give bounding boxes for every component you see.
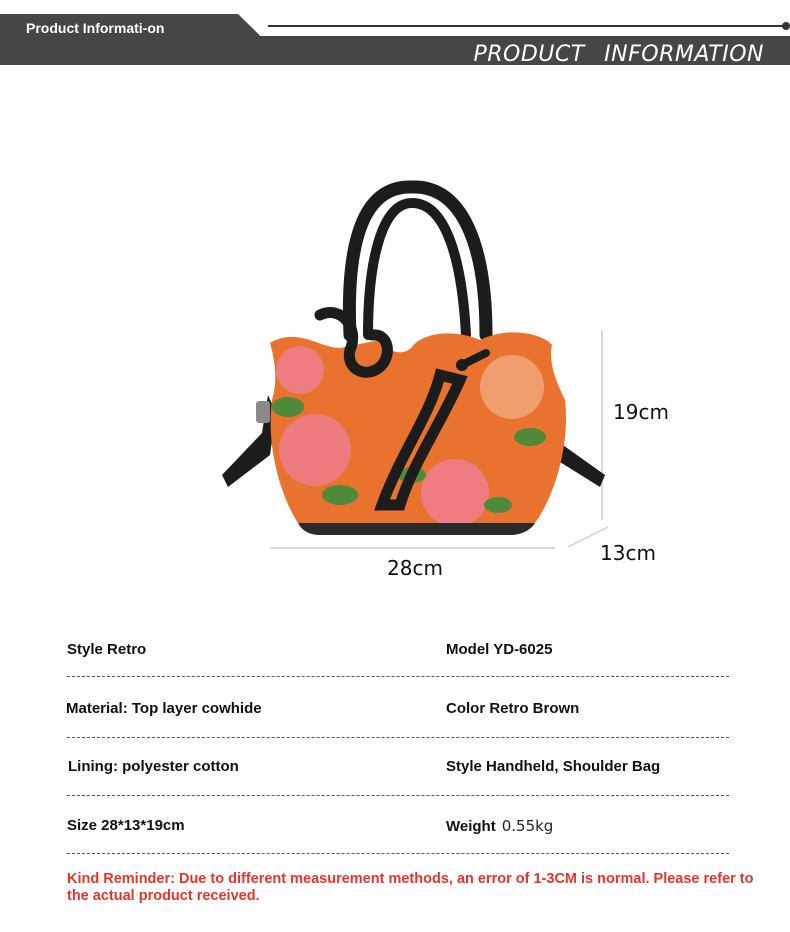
spec-material: Material: Top layer cowhide — [66, 700, 262, 717]
spec-style: Style Retro — [67, 641, 147, 658]
spec-size: Size 28*13*19cm — [67, 817, 185, 834]
spec-color: Color Retro Brown — [446, 700, 580, 717]
spec-lining: Lining: polyester cotton — [68, 758, 239, 775]
height-label: 19cm — [613, 400, 669, 424]
spec-model: Model YD-6025 — [446, 641, 553, 658]
width-label: 28cm — [387, 556, 443, 580]
spec-divider — [67, 853, 729, 854]
left-buckle — [256, 401, 270, 423]
leaf-5 — [484, 497, 512, 513]
bag-bottom-trim — [298, 523, 535, 535]
kind-reminder: Kind Reminder: Due to different measurement methods, an error of 1-3CM is normal. Please refer to the actual product received. — [67, 871, 754, 904]
header-rule-dot — [782, 22, 790, 30]
leaf-2 — [322, 485, 358, 505]
header-band — [0, 0, 790, 65]
depth-label: 13cm — [600, 541, 656, 565]
front-handle — [368, 203, 466, 335]
leaf-1 — [272, 397, 304, 417]
spec-weight — [446, 817, 553, 835]
spec-divider — [67, 676, 729, 677]
flower-right — [480, 355, 544, 419]
product-image — [150, 175, 690, 595]
flower-left — [279, 414, 351, 486]
header-tab-title: Product Informati-on — [26, 20, 165, 36]
spec-divider — [67, 737, 729, 738]
flower-top-left — [276, 346, 324, 394]
spec-style-type: Style Handheld, Shoulder Bag — [446, 758, 661, 775]
spec-divider — [67, 795, 729, 796]
spec-weight-label: Weight — [446, 818, 496, 835]
header-english-title: PRODUCT INFORMATION — [473, 42, 764, 67]
flower-bottom-center — [421, 459, 489, 527]
leaf-4 — [514, 428, 546, 446]
spec-weight-value: 0.55kg — [501, 817, 554, 835]
header-rule-line — [268, 25, 784, 27]
handbag-illustration — [150, 175, 690, 595]
